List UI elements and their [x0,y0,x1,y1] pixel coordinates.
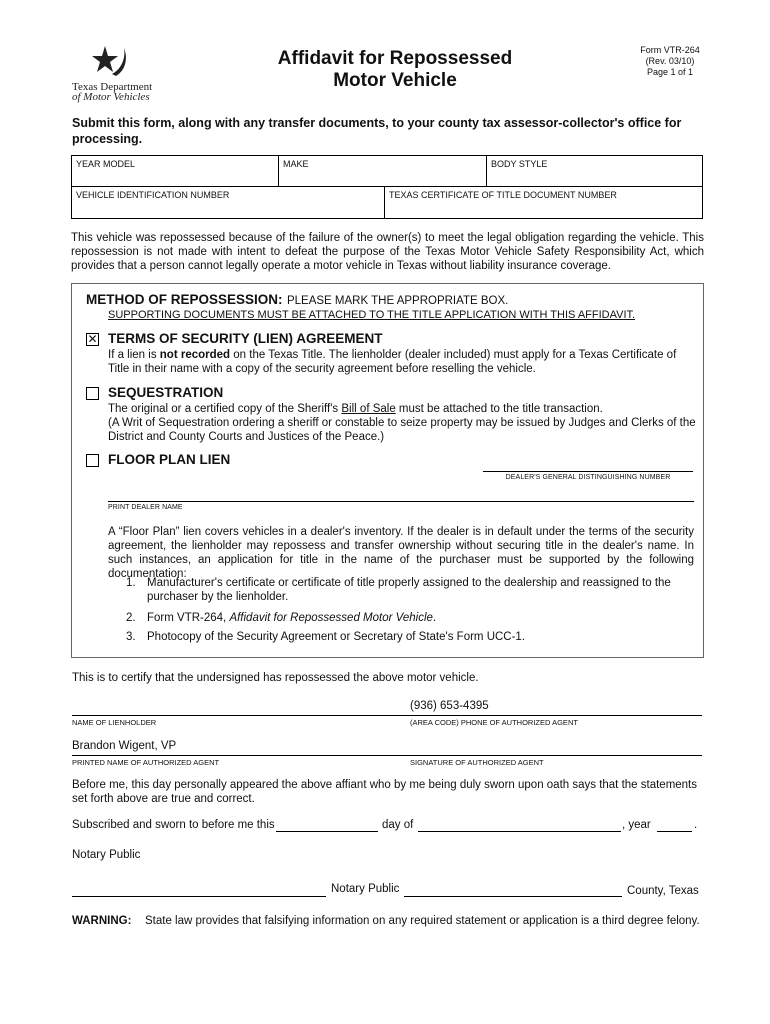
notary-signature-line[interactable] [72,896,326,897]
form-revision: (Rev. 03/10) [645,56,695,66]
sequestration-title: SEQUESTRATION [108,385,224,400]
doc-item-1-number: 1. [126,577,136,589]
doc-item-3-text: Photocopy of the Security Agreement or Secretary of State's Form UCC-1. [147,631,526,643]
sworn-month-line[interactable] [418,831,621,832]
form-page: Page 1 of 1 [646,67,694,77]
phone-label: (AREA CODE) PHONE OF AUTHORIZED AGENT [410,718,578,727]
sworn-year-line[interactable] [657,831,692,832]
doc-item-2-text-1: Form VTR-264, [147,612,230,624]
period-text: . [694,819,698,831]
repossession-statement: This vehicle was repossessed because of the failure of the owner(s) to meet the legal obligation regarding the vehicle. This repossession is not made with intent to defeat the purpose of the Texas Motor Vehicle Safety Responsibility Act, which provides that a person cannot legally operate a motor vehicle in Texas without liability insurance coverage. [71,232,704,272]
title-line-2: Motor Vehicle [333,70,457,91]
dealer-gdn-line[interactable] [483,471,693,472]
warning-text: State law provides that falsifying information on any required statement or application is a third degree felony. [145,915,700,927]
notary-oath: Before me, this day personally appeared the above affiant who by me being duly sworn upon oath says that the statements set forth above are true and correct. [72,779,698,805]
phone-value[interactable]: (936) 653-4395 [410,700,489,712]
vin-field[interactable] [72,187,385,218]
year-text: , year [622,819,651,831]
agent-name-label: PRINTED NAME OF AUTHORIZED AGENT [72,758,220,767]
terms-text-2: on the Texas Title. The lienholder (dealer included) must apply for a Texas Certificate of Title in their name with a copy of the security agreement before reselling the vehicle. [108,349,677,375]
notary-public-label-2: Notary Public [331,883,400,895]
sworn-date-day-line[interactable] [276,831,378,832]
sequestration-description [108,402,696,416]
doc-item-1-text: Manufacturer's certificate or certificate of title properly assigned to the dealership and reassigned to the purchaser by the lienholder. [147,577,671,603]
floor-plan-description: A “Floor Plan” lien covers vehicles in a dealer's inventory. If the dealer is in default under the terms of the security agreement, the lienholder may repossess and transfer ownership without securing title in the dealer's name. In such instances, an application for title in the name of the purchaser must be supported by the following documentation: [108,526,694,580]
sequestration-note: (A Writ of Sequestration ordering a sheriff or constable to seize property may be issued by Judges and Clerks of the District and County Courts and Justices of the Peace.) [108,417,696,443]
sequestration-text-1: The original or a certified copy of the Sheriff's [108,403,342,415]
county-texas-label: County, Texas [627,885,699,897]
certify-statement: This is to certify that the undersigned has repossessed the above motor vehicle. [72,672,479,684]
sequestration-checkbox[interactable] [86,387,99,400]
title-doc-label: TEXAS CERTIFICATE OF TITLE DOCUMENT NUMBER [389,190,617,200]
terms-text-bold: not recorded [159,349,231,361]
logo-line-2: of Motor Vehicles [72,91,150,103]
terms-text-1: If a lien is [108,349,160,361]
dealer-name-label: PRINT DEALER NAME [108,504,183,511]
star-logo-icon [90,44,130,80]
make-field[interactable] [279,156,487,187]
lienholder-phone-line [72,715,702,716]
doc-item-2-italic: Affidavit for Repossessed Motor Vehicle [229,612,433,624]
year-model-field[interactable] [72,156,279,187]
body-style-field[interactable] [487,156,702,187]
x-mark-icon: ✕ [87,332,98,346]
dealer-gdn-label: DEALER'S GENERAL DISTINGUISHING NUMBER [505,474,671,481]
year-model-label: YEAR MODEL [76,159,136,169]
submission-instruction: Submit this form, along with any transfer documents, to your county tax assessor-collector's office for processing. [72,116,682,146]
vin-label: VEHICLE IDENTIFICATION NUMBER [76,190,230,200]
method-instruction: PLEASE MARK THE APPROPRIATE BOX. [286,295,509,307]
sequestration-text-2: must be attached to the title transaction. [395,403,603,415]
agent-signature-line [72,755,702,756]
title-doc-number-field[interactable] [385,187,702,218]
terms-checkbox[interactable] [86,333,99,346]
body-style-label: BODY STYLE [491,159,548,169]
make-label: MAKE [283,159,309,169]
floor-plan-title: FLOOR PLAN LIEN [108,452,231,467]
title-line-1: Affidavit for Repossessed [277,48,513,69]
floor-plan-checkbox[interactable] [86,454,99,467]
txdmv-logo [72,44,153,103]
subscribed-text: Subscribed and sworn to before me this [72,819,275,831]
method-heading [86,291,508,309]
doc-item-2-text [147,611,677,625]
terms-description [108,348,696,376]
form-id-block [625,45,715,78]
doc-item-3-number: 3. [126,631,136,643]
doc-item-2-text-2: . [432,612,437,624]
form-title [245,48,545,92]
vehicle-info-table [71,155,703,219]
doc-item-2-number: 2. [126,612,136,624]
signature-label: SIGNATURE OF AUTHORIZED AGENT [410,758,544,767]
warning-label: WARNING: [72,915,132,927]
bill-of-sale-text: Bill of Sale [341,403,396,415]
notary-public-label: Notary Public [72,849,141,861]
day-of-text: day of [382,819,414,831]
method-title: METHOD OF REPOSSESSION: [86,292,283,307]
supporting-docs-note: SUPPORTING DOCUMENTS MUST BE ATTACHED TO THE TITLE APPLICATION WITH THIS AFFIDAVIT. [108,309,636,321]
dealer-name-line[interactable] [108,501,694,502]
terms-title: TERMS OF SECURITY (LIEN) AGREEMENT [108,331,383,346]
agent-name-value[interactable]: Brandon Wigent, VP [72,740,177,752]
county-line[interactable] [404,896,622,897]
lienholder-label: NAME OF LIENHOLDER [72,718,157,727]
logo-line-1: Texas Department [72,81,153,93]
form-number: Form VTR-264 [640,45,700,55]
